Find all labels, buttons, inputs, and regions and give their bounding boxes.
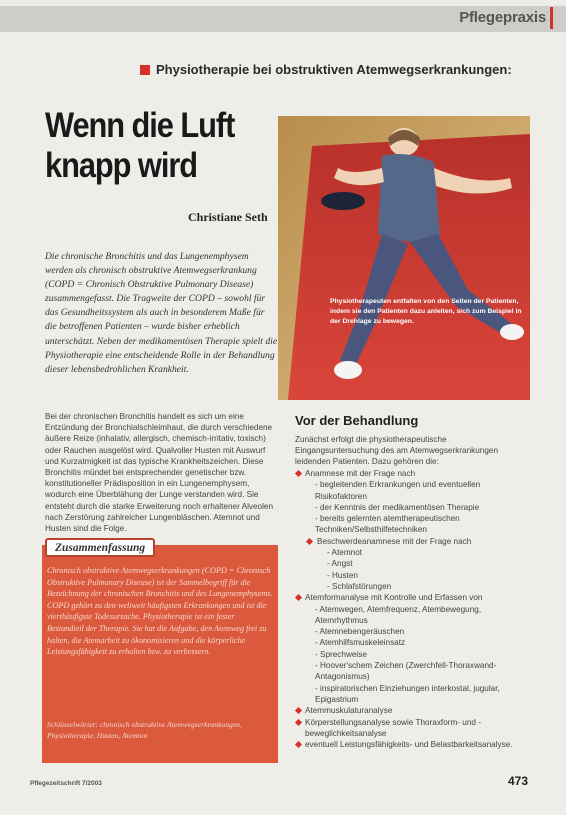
section-label: Pflegepraxis — [459, 9, 546, 26]
kicker-text: Physiotherapie bei obstruktiven Atemwegserkrankungen: — [156, 62, 512, 77]
intro-text: Die chronische Bronchitis und das Lungenemphysem werden als chronisch obstruktive Atemwegserkrankung (COPD = Chronisch Obstruktive Pulmonary Disease) zusammengefasst. Die Tragweite der COPD – sowohl für das Gesundheitssystem als auch in besonderem Maße für die betroffenen Patienten – wurde bisher erheblich unterschätzt. Neben der medikamentösen Therapie spielt die Physiotherapie eine entscheidende Rolle in der Behandlung dieser lebensbedrohlichen Krankheit. — [45, 251, 278, 375]
section-heading: Vor der Behandlung — [295, 413, 419, 428]
patient-torso — [378, 154, 440, 242]
list-item: - Atemnebengeräuschen — [315, 627, 405, 637]
footer-journal: Pflegezeitschrift 7/2003 — [30, 780, 102, 787]
list-item: - begleitenden Erkrankungen und eventuellen Risikofaktoren — [315, 480, 481, 501]
headline-line-2: knapp wird — [45, 146, 198, 185]
author: Christiane Seth — [188, 210, 268, 224]
list-item: - Atemwegen, Atemfrequenz, Atembewegung, Atemrhythmus — [315, 604, 482, 625]
section-intro: Zunächst erfolgt die physiotherapeutische Eingangsuntersuchung des am Atemwegserkrankungen leidenden Patienten. Dazu gehören die: — [295, 435, 498, 467]
list-item: - Atemnot — [327, 548, 363, 558]
pillow — [321, 192, 365, 210]
photo-caption: Physiotherapeuten entfalten von den Seiten der Patienten, indem sie den Patienten dazu anleiten, sich zum Beispiel in der Drehlage zu bewegen. — [330, 298, 522, 325]
red-square-icon — [140, 65, 150, 75]
list-item: - Husten — [327, 570, 358, 580]
summary-title: Zusammenfassung — [45, 538, 155, 557]
summary-text: Chronisch obstruktive Atemwegserkrankungen (COPD = Chronisch Obstruktive Pulmonary Disease) ist der Sammelbegriff für die Bezeichnung der chronischen Bronchitis und des Lungenemphysems. COPD gehört zu den weltweit häufigsten Erkrankungen und ist die vierthäufigste Todesursache. Physiotherapie ist ein fester Bestandteil der Therapie. Sie hat die Aufgabe, den Atemweg frei zu halten, die Atemarbeit zu ökonomisieren und die körperliche Leistungsfähigkeit zu erhalten bzw. zu verbessern. — [47, 566, 273, 657]
list-item: - Atemhilfsmuskeleinsatz — [315, 638, 406, 648]
photo-illustration — [278, 116, 530, 400]
body-text-left: Bei der chronischen Bronchitis handelt es sich um eine Entzündung der Bronchialschleimhaut, die durch verschiedene äußere Reize (inhalativ, allergisch, chemisch-irritativ, toxisch) oder Rauchen ausgelöst wird. Qualvoller Husten mit Auswurf und Kurzatmigkeit ist das typische Krankheitszeichen. Diese Bronchitis mündet bei entsprechender genetischer bzw. konstitutioneller Prädisposition in ein Lungenemphysem, wodurch eine Überblähung der Lunge verstanden wird. Sie entsteht durch die starke Erweiterung noch erhaltener Alveolen nach Zerstörung zahlreicher Lungenbläschen. Atemnot und Husten sind die Folge. — [45, 412, 274, 534]
headline — [45, 106, 239, 186]
list-item: - Angst — [327, 559, 353, 569]
list-item: - Schlafstörungen — [327, 581, 392, 591]
list-item: - bereits gelernten atemtherapeutischen Techniken/Selbsthilfetechniken — [315, 514, 460, 535]
section-accent-bar — [550, 7, 553, 29]
article-photo — [278, 116, 530, 400]
list-item: Atemformanalyse mit Kontrolle und Erfassen von — [295, 592, 531, 603]
list-item: - der Kenntnis der medikamentösen Therapie — [315, 502, 480, 512]
list-item: Körperstellungsanalyse sowie Thoraxform- und -beweglichkeitsanalyse — [295, 717, 531, 740]
summary-keywords: Schlüsselwörter: chronisch obstruktive Atemwegserkrankungen, Physiotherapie, Husten, Atemnot — [47, 720, 242, 740]
list-item: Anamnese mit der Frage nach — [295, 468, 531, 479]
list-item: - Sprechweise — [315, 649, 367, 659]
list-item: eventuell Leistungsfähigkeits- und Belastbarkeitsanalyse. — [295, 739, 531, 750]
list-item: Atemmuskulaturanalyse — [295, 705, 531, 716]
assessment-list — [295, 468, 531, 750]
headline-line-1: Wenn die Luft — [45, 106, 235, 145]
list-item: - Hoover'schem Zeichen (Zwerchfell-Thoraxwand-Antagonismus) — [315, 661, 497, 682]
kicker — [140, 62, 512, 77]
list-item: Beschwerdeanamnese mit der Frage nach — [295, 536, 531, 547]
page-number: 473 — [507, 774, 528, 788]
list-item: - inspiratorischen Einziehungen interkostal, jugular, Epigastrium — [315, 683, 500, 704]
